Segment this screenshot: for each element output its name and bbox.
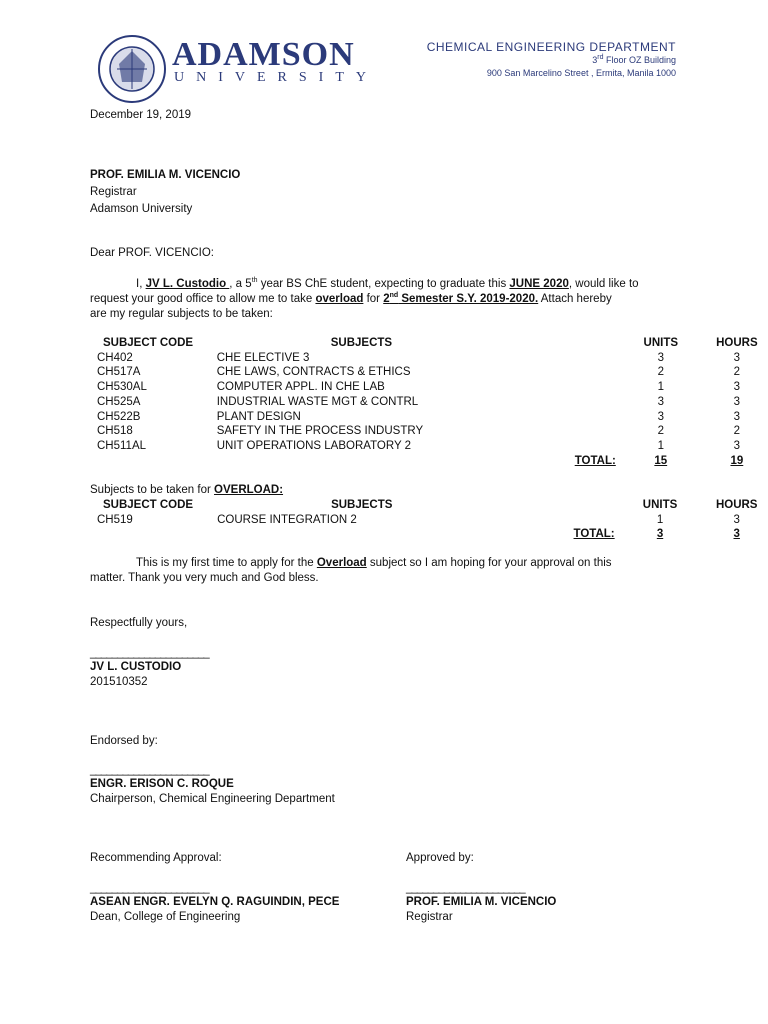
row-subject: COMPUTER APPL. IN CHE LAB: [216, 381, 385, 394]
letter-date: December 19, 2019: [90, 109, 192, 121]
row-units: 2: [657, 366, 664, 379]
department-name: CHEMICAL ENGINEERING DEPARTMENT: [426, 40, 676, 54]
university-subtitle: UNIVERSITY: [174, 70, 378, 85]
row-code: CH519: [97, 513, 133, 526]
total-row: [97, 454, 768, 469]
endorser-name: ENGR. ERISON C. ROQUE: [90, 778, 234, 790]
row-hours: 2: [733, 366, 741, 379]
salutation: Dear PROF. VICENCIO:: [90, 247, 214, 259]
total-units: 15: [654, 454, 668, 467]
header-subject: SUBJECTS: [331, 499, 393, 511]
row-units: 1: [657, 381, 664, 394]
row-code: CH518: [97, 425, 133, 438]
table-row: [97, 395, 768, 410]
row-subject: COURSE INTEGRATION 2: [217, 513, 357, 526]
total-units: 3: [656, 528, 664, 541]
address-street: 900 San Marcelino Street , Ermita, Manila 1000: [486, 68, 676, 78]
row-code: CH517A: [97, 366, 141, 379]
recommending-name: ASEAN ENGR. EVELYN Q. RAGUINDIN, PECE: [90, 896, 340, 908]
row-subject: INDUSTRIAL WASTE MGT & CONTRL: [216, 395, 419, 408]
header-code: SUBJECT CODE: [103, 499, 194, 511]
total-hours: 19: [730, 454, 744, 467]
signoff: Respectfully yours,: [90, 617, 188, 629]
table-row: [97, 351, 768, 366]
student-name: JV L. CUSTODIO: [90, 661, 182, 673]
table-row: [97, 365, 768, 380]
body-line-2: request your good office to allow me to take overload for 2nd Semester S.Y. 2019-2020. Attach hereby: [90, 292, 612, 305]
closing-line-2: matter. Thank you very much and God bless.: [90, 572, 319, 584]
student-signature-line: ______________________: [90, 647, 209, 659]
approved-signature-line: ______________________: [406, 882, 525, 894]
table-row: [97, 410, 768, 425]
overload-subjects-table: [97, 498, 768, 542]
row-hours: 3: [733, 410, 741, 423]
closing-line-1: This is my first time to apply for the Overload subject so I am hoping for your approval on this: [136, 557, 612, 569]
approved-label: Approved by:: [406, 852, 474, 864]
total-row: [97, 527, 768, 542]
university-seal-icon: [97, 34, 167, 104]
row-hours: 3: [733, 513, 740, 526]
row-hours: 3: [733, 381, 741, 394]
recommending-signature-line: ______________________: [90, 882, 209, 894]
row-code: CH530AL: [97, 381, 147, 394]
header-code: SUBJECT CODE: [103, 337, 194, 349]
table-header-row: [97, 498, 768, 513]
row-subject: PLANT DESIGN: [216, 410, 301, 423]
row-subject: UNIT OPERATIONS LABORATORY 2: [216, 439, 411, 452]
total-label: TOTAL:: [573, 528, 615, 541]
address-floor: 3rd Floor OZ Building: [592, 54, 676, 65]
table-row: [97, 513, 768, 528]
row-hours: 2: [733, 425, 741, 438]
endorsed-label: Endorsed by:: [90, 735, 158, 747]
overload-intro: Subjects to be taken for OVERLOAD:: [90, 484, 284, 496]
row-units: 3: [657, 351, 664, 364]
row-units: 3: [657, 410, 664, 423]
row-units: 3: [657, 395, 664, 408]
table-header-row: [97, 336, 768, 351]
header-units: UNITS: [642, 499, 678, 511]
header-units: UNITS: [643, 337, 679, 349]
recommending-title: Dean, College of Engineering: [90, 911, 241, 923]
table-row: [97, 424, 768, 439]
recipient-org: Adamson University: [90, 203, 193, 215]
header-hours: HOURS: [716, 337, 758, 349]
row-subject: SAFETY IN THE PROCESS INDUSTRY: [216, 425, 424, 438]
university-name: ADAMSON: [172, 36, 355, 73]
row-code: CH402: [97, 351, 133, 364]
header-subject: SUBJECTS: [330, 337, 393, 349]
endorsed-signature-line: ______________________: [90, 764, 209, 776]
body-line-1: I, JV L. Custodio , a 5th year BS ChE student, expecting to graduate this JUNE 2020, would like to: [136, 277, 639, 290]
row-code: CH522B: [97, 410, 141, 423]
total-hours: 3: [733, 528, 740, 541]
row-units: 2: [657, 425, 664, 438]
student-id: 201510352: [90, 676, 148, 688]
row-code: CH511AL: [97, 439, 147, 452]
header-hours: HOURS: [715, 499, 758, 511]
total-label: TOTAL:: [574, 454, 616, 467]
row-hours: 3: [733, 351, 741, 364]
row-code: CH525A: [97, 395, 141, 408]
body-line-3: are my regular subjects to be taken:: [90, 308, 273, 320]
recipient-title: Registrar: [90, 186, 137, 198]
row-subject: CHE LAWS, CONTRACTS & ETHICS: [216, 366, 411, 379]
row-units: 1: [656, 513, 664, 526]
endorser-title: Chairperson, Chemical Engineering Department: [90, 793, 335, 805]
table-row: [97, 439, 768, 454]
row-hours: 3: [733, 439, 741, 452]
recommending-label: Recommending Approval:: [90, 852, 222, 864]
row-units: 1: [657, 439, 664, 452]
row-hours: 3: [733, 395, 741, 408]
table-row: [97, 380, 768, 395]
approver-name: PROF. EMILIA M. VICENCIO: [406, 896, 557, 908]
recipient-name: PROF. EMILIA M. VICENCIO: [90, 169, 241, 181]
row-subject: CHE ELECTIVE 3: [216, 351, 310, 364]
approver-title: Registrar: [406, 911, 453, 923]
regular-subjects-table: [97, 336, 768, 468]
